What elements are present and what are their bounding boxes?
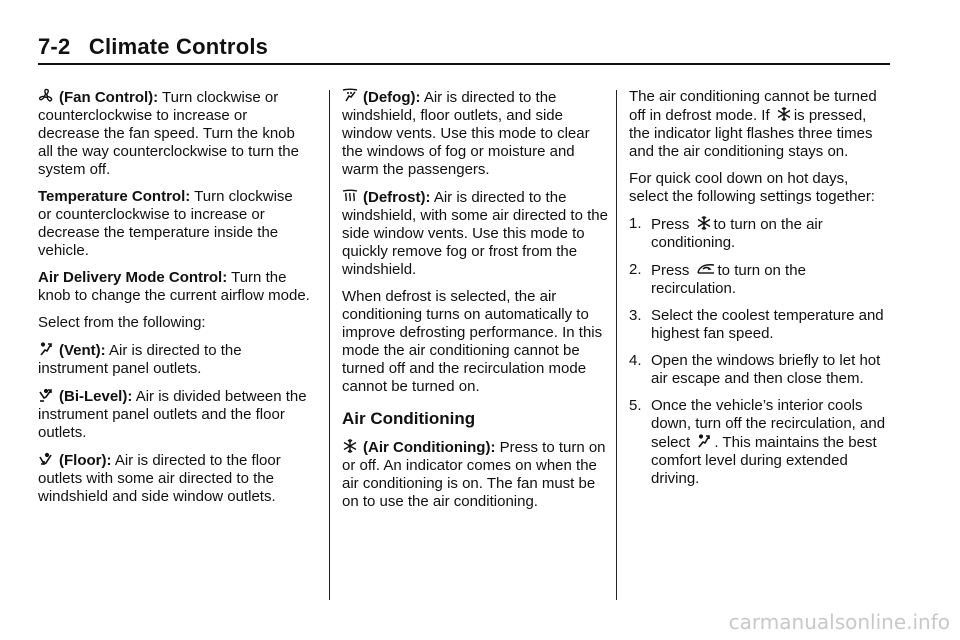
air-conditioning-heading: Air Conditioning bbox=[342, 409, 476, 428]
column-2 bbox=[342, 88, 614, 520]
defog-icon bbox=[342, 88, 358, 104]
page-title: Climate Controls bbox=[88, 34, 269, 59]
list-item bbox=[629, 215, 891, 252]
air-delivery-label: Air Delivery Mode Control: bbox=[38, 269, 228, 286]
column-divider bbox=[616, 90, 617, 600]
step-text: Once the vehicle’s interior cools down, turn off the recirculation, and select bbox=[651, 397, 886, 451]
recirculation-icon bbox=[696, 261, 716, 277]
fan-control-text: Turn clockwise or counterclockwise to increase or decrease the fan speed. Turn the knob all the way counterclockwise to turn the system off. bbox=[38, 89, 299, 178]
step-text: Open the windows briefly to let hot air escape and then close them. bbox=[651, 352, 881, 387]
defrost-ac-text-a: The air conditioning cannot be turned off in defrost mode. If bbox=[629, 88, 877, 124]
step-text: Press bbox=[651, 216, 690, 233]
fan-control-label: (Fan Control): bbox=[59, 89, 159, 106]
section-number: 7-2 bbox=[38, 34, 71, 59]
defrost-note: When defrost is selected, the air conditioning turns on automatically to improve defrosting performance. In this mode the air conditioning cannot be turned off and the recirculation mode cannot be turned on. bbox=[342, 288, 603, 395]
air-conditioning-text: Press to turn on or off. An indicator comes on when the air conditioning is on. The fan must be on to use the air conditioning. bbox=[342, 439, 606, 510]
select-text: Select from the following: bbox=[38, 314, 206, 331]
floor-label: (Floor): bbox=[59, 452, 112, 469]
bilevel-label: (Bi-Level): bbox=[59, 388, 133, 405]
defrost-ac-paragraph bbox=[629, 88, 891, 161]
vent-icon bbox=[38, 341, 54, 357]
floor-text: Air is directed to the floor outlets with some air directed to the windshield and side window outlets. bbox=[38, 452, 281, 505]
list-item bbox=[629, 352, 891, 388]
snowflake-icon bbox=[696, 215, 712, 231]
defrost-text: Air is directed to the windshield, with some air directed to the side window vents. Use this mode to quickly remove fog or frost from the windshield. bbox=[342, 189, 608, 278]
defrost-ac-text-b: is pressed, the indicator light flashes three times and the air conditioning stays on. bbox=[629, 107, 873, 160]
step-text: to turn on the air conditioning. bbox=[651, 216, 823, 251]
air-delivery-paragraph bbox=[38, 269, 310, 305]
air-conditioning-label: (Air Conditioning): bbox=[363, 439, 496, 456]
temperature-label: Temperature Control: bbox=[38, 188, 191, 205]
watermark: carmanualsonline.info bbox=[728, 610, 950, 634]
snowflake-icon bbox=[342, 438, 358, 454]
bilevel-paragraph bbox=[38, 387, 310, 442]
fan-icon bbox=[38, 88, 54, 104]
header-rule bbox=[38, 63, 890, 65]
step-number: 4. bbox=[629, 352, 642, 369]
air-conditioning-paragraph bbox=[342, 438, 614, 511]
list-item bbox=[629, 307, 891, 343]
step-text: to turn on the recirculation. bbox=[651, 262, 806, 297]
column-1 bbox=[38, 88, 310, 515]
column-divider bbox=[329, 90, 330, 600]
list-item bbox=[629, 397, 891, 488]
vent-icon bbox=[696, 433, 712, 449]
list-item bbox=[629, 261, 891, 298]
defrost-label: (Defrost): bbox=[363, 189, 431, 206]
floor-icon bbox=[38, 451, 54, 467]
defog-label: (Defog): bbox=[363, 89, 421, 106]
air-delivery-text: Turn the knob to change the current airflow mode. bbox=[38, 269, 310, 304]
page-header bbox=[38, 34, 890, 60]
step-number: 5. bbox=[629, 397, 642, 414]
step-text: Press bbox=[651, 262, 690, 279]
step-number: 3. bbox=[629, 307, 642, 324]
defrost-icon bbox=[342, 188, 358, 204]
fan-control-paragraph bbox=[38, 88, 310, 179]
quick-cool-steps bbox=[629, 215, 891, 488]
snowflake-icon bbox=[776, 106, 792, 122]
bilevel-icon bbox=[38, 387, 54, 403]
vent-paragraph bbox=[38, 341, 310, 378]
bilevel-text: Air is divided between the instrument panel outlets and the floor outlets. bbox=[38, 388, 307, 441]
vent-text: Air is directed to the instrument panel outlets. bbox=[38, 342, 242, 377]
temperature-text: Turn clockwise or counterclockwise to increase or decrease the temperature inside the vehicle. bbox=[38, 188, 293, 259]
step-number: 1. bbox=[629, 215, 642, 232]
defog-text: Air is directed to the windshield, floor outlets, and side window vents. Use this mode to clear the windows of fog or moisture and warm the passengers. bbox=[342, 89, 590, 178]
vent-label: (Vent): bbox=[59, 342, 106, 359]
step-text: . This maintains the best comfort level during extended driving. bbox=[651, 434, 877, 487]
floor-paragraph bbox=[38, 451, 310, 506]
quick-cool-intro: For quick cool down on hot days, select the following settings together: bbox=[629, 170, 875, 205]
step-text: Select the coolest temperature and highest fan speed. bbox=[651, 307, 884, 342]
defrost-paragraph bbox=[342, 188, 614, 279]
column-3 bbox=[629, 88, 891, 497]
temperature-paragraph bbox=[38, 188, 310, 260]
defog-paragraph bbox=[342, 88, 614, 179]
step-number: 2. bbox=[629, 261, 642, 278]
